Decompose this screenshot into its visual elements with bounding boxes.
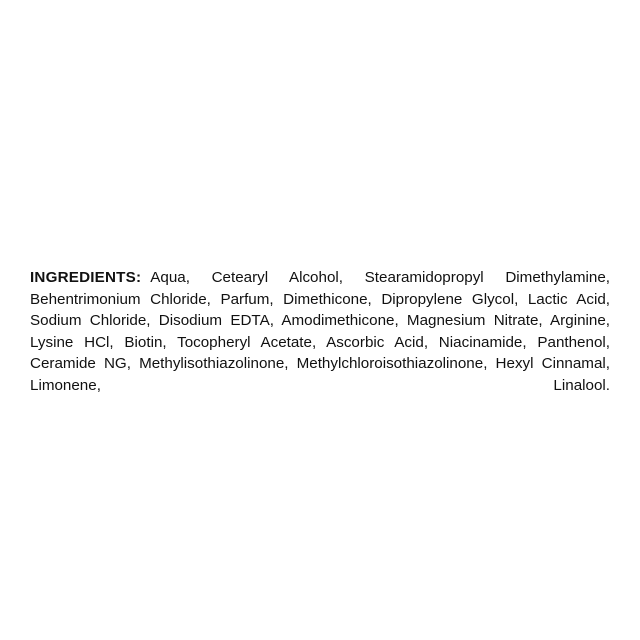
ingredients-heading: INGREDIENTS: <box>30 269 142 287</box>
ingredients-paragraph <box>30 267 610 418</box>
ingredients-body: Aqua, Cetearyl Alcohol, Stearamidopropyl Dimethylamine, Behentrimonium Chloride, Parfum, Dimethicone, Dipropylene Glycol, Lactic Acid, Sodium Chloride, Disodium EDTA, Amodimethicone, Magnesium Nitrate, Arginine, Lysine HCl, Biotin, Tocopheryl Acetate, Ascorbic Acid, Niacinamide, Panthenol, Ceramide NG, Methylisothiazolinone, Methylchloroisothiazolinone, Hexyl Cinnamal, Limonene, Linalool. <box>30 269 610 394</box>
ingredients-panel <box>30 252 610 433</box>
